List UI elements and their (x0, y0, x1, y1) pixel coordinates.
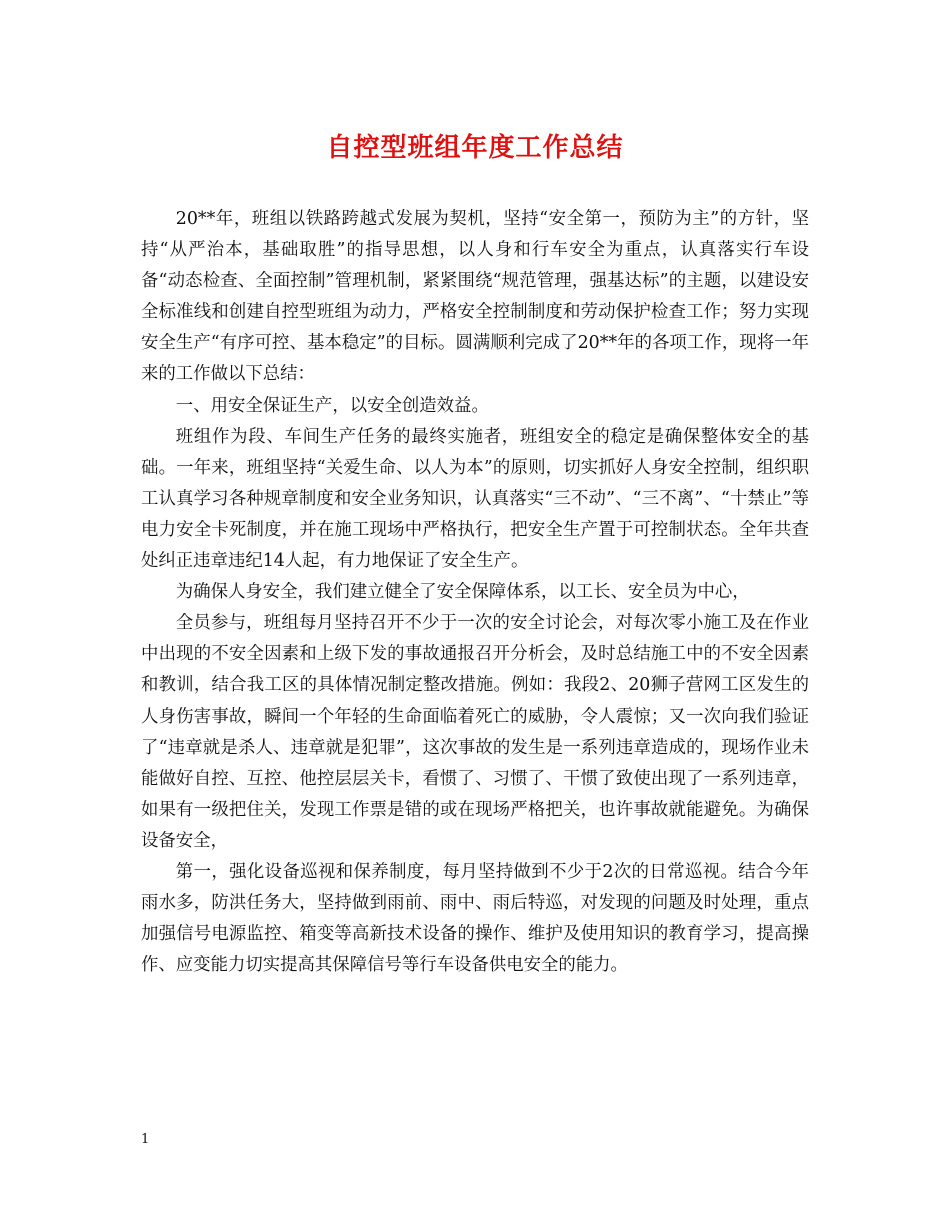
paragraph-intro: 20**年，班组以铁路跨越式发展为契机，坚持“安全第一，预防为主”的方针，坚持“从严治本，基础取胜”的指导思想，以人身和行车安全为重点，认真落实行车设备“动态检查、全面控制”管理机制，紧紧围绕“规范管理，强基达标”的主题，以建设安全标准线和创建自控型班组为动力，严格安全控制制度和劳动保护检查工作；努力实现安全生产“有序可控、基本稳定”的目标。圆满顺利完成了20**年的各项工作，现将一年来的工作做以下总结： (141, 209, 809, 385)
paragraph-personal-safety: 为确保人身安全，我们建立健全了安全保障体系，以工长、安全员为中心， (175, 582, 750, 603)
page-number: 1 (141, 1132, 150, 1147)
paragraph-team-safety: 班组作为段、车间生产任务的最终实施者，班组安全的稳定是确保整体安全的基础。一年来，班组坚持“关爱生命、以人为本”的原则，切实抓好人身安全控制，组织职工认真学习各种规章制度和安全业务知识，认真落实“三不动”、“三不离”、“十禁止”等电力安全卡死制度，并在施工现场中严格执行，把安全生产置于可控制状态。全年共查处纠正违章违纪14人起，有力地保证了安全生产。 (141, 426, 809, 572)
paragraph-meetings: 全员参与，班组每月坚持召开不少于一次的安全讨论会，对每次零小施工及在作业中出现的不安全因素和上级下发的事故通报召开分析会，及时总结施工中的不安全因素和教训，结合我工区的具体情况制定整改措施。例如：我段2、20狮子营网工区发生的人身伤害事故，瞬间一个年轻的生命面临着死亡的威胁，令人震惊；又一次向我们验证了“违章就是杀人、违章就是犯罪”，这次事故的发生是一系列违章造成的，现场作业未能做好自控、互控、他控层层关卡，看惯了、习惯了、干惯了致使出现了一系列违章，如果有一级把住关，发现工作票是错的或在现场严格把关，也许事故就能避免。为确保设备安全， (141, 613, 809, 851)
paragraph-first-measure: 第一，强化设备巡视和保养制度，每月坚持做到不少于2次的日常巡视。结合今年雨水多，防洪任务大，坚持做到雨前、雨中、雨后特巡，对发现的问题及时处理，重点加强信号电源监控、箱变等高新技术设备的操作、维护及使用知识的教育学习，提高操作、应变能力切实提高其保障信号等行车设备供电安全的能力。 (141, 861, 809, 976)
document-title: 自控型班组年度工作总结 (326, 133, 624, 163)
document-body (141, 204, 809, 981)
section-heading-1: 一、用安全保证生产，以安全创造效益。 (175, 395, 489, 416)
